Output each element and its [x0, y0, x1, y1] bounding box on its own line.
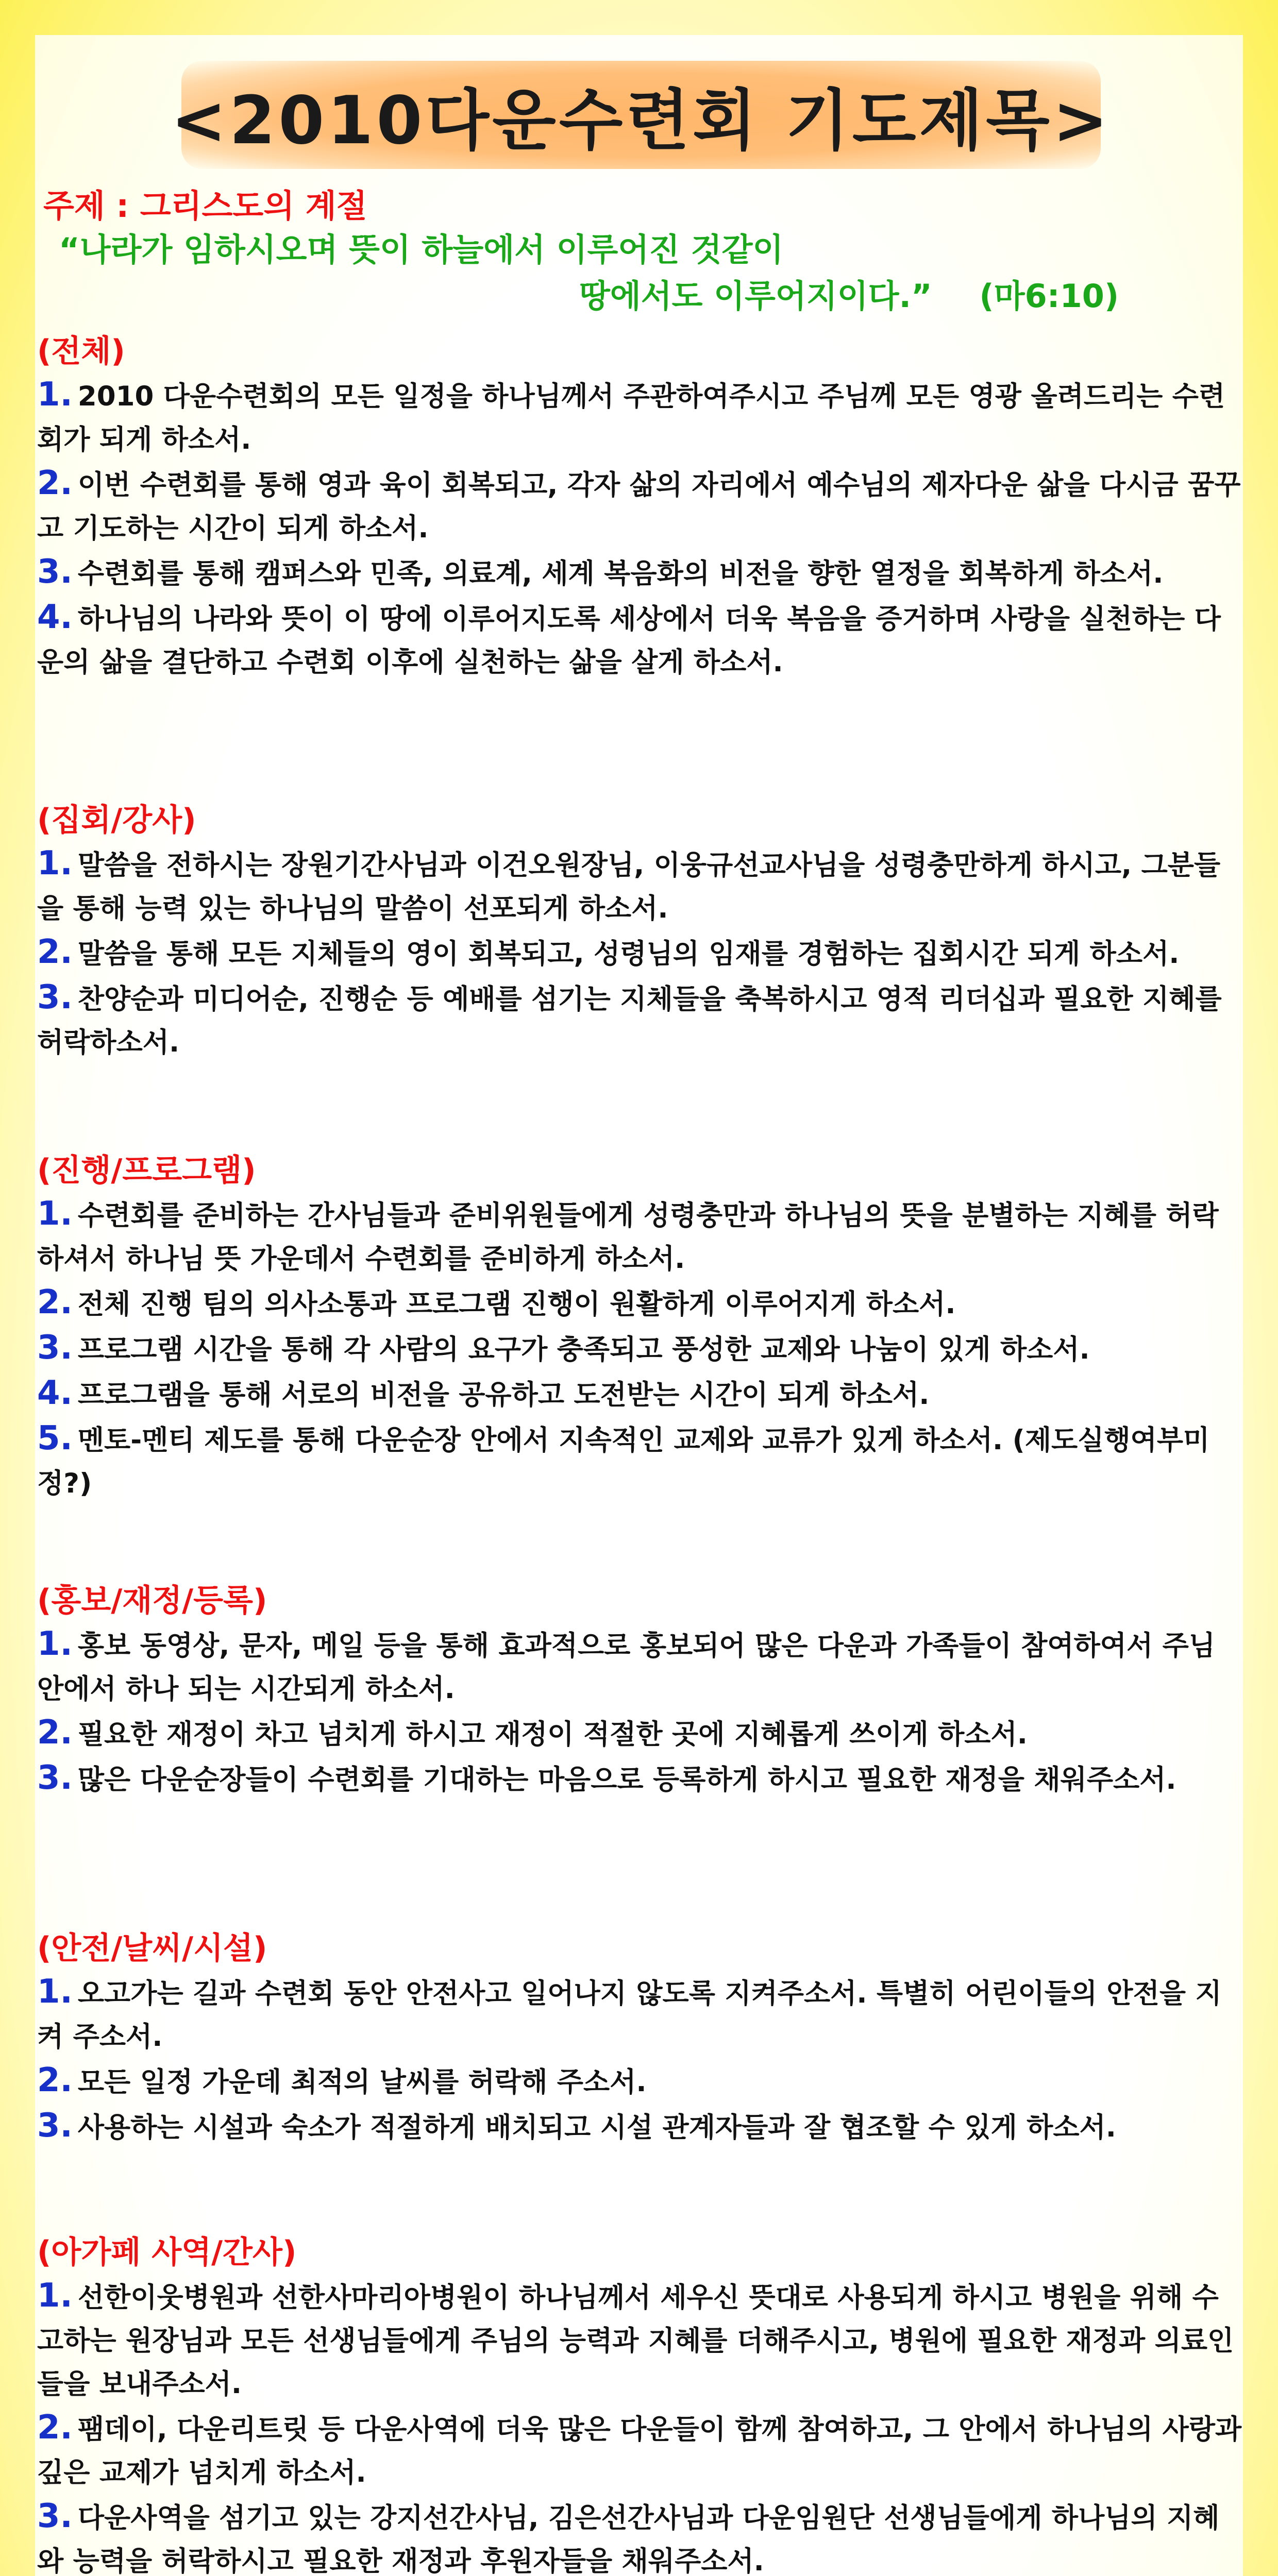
- item-number: 4.: [37, 598, 73, 636]
- item-text: 프로그램 시간을 통해 각 사람의 요구가 충족되고 풍성한 교제와 나눔이 있게 하소서.: [77, 1334, 1090, 1365]
- item-number: 5.: [37, 1419, 73, 1458]
- item-text: 팸데이, 다운리트릿 등 다운사역에 더욱 많은 다운들이 함께 참여하고, 그 안에서 하나님의 사랑과 깊은 교제가 넘치게 하소서.: [37, 2414, 1242, 2488]
- theme-block: [43, 185, 1239, 319]
- item-number: 1.: [37, 376, 73, 414]
- item-number: 2.: [37, 1283, 73, 1321]
- prayer-item: [37, 1417, 1243, 1505]
- item-number: 3.: [37, 2497, 73, 2535]
- prayer-item: [37, 2104, 1243, 2149]
- theme-quote-line2-row: [43, 273, 1239, 319]
- item-number: 3.: [37, 2107, 73, 2145]
- prayer-item: [37, 1326, 1243, 1371]
- item-number: 3.: [37, 978, 73, 1016]
- item-text: 프로그램을 통해 서로의 비전을 공유하고 도전받는 시간이 되게 하소서.: [77, 1379, 930, 1411]
- prayer-item: [37, 373, 1243, 462]
- item-text: 다운사역을 섬기고 있는 강지선간사님, 김은선간사님과 다운임원단 선생님들에게 하나님의 지혜와 능력을 허락하시고 필요한 재정과 후원자들을 채워주소서.: [37, 2502, 1220, 2576]
- item-number: 3.: [37, 1759, 73, 1797]
- item-text: 하나님의 나라와 뜻이 이 땅에 이루어지도록 세상에서 더욱 복음을 증거하며 사랑을 실천하는 다운의 삶을 결단하고 수련회 이후에 실천하는 삶을 살게 하소서.: [37, 603, 1221, 678]
- item-text: 말씀을 전하시는 장원기간사님과 이건오원장님, 이웅규선교사님을 성령충만하게 하시고, 그분들을 통해 능력 있는 하나님의 말씀이 선포되게 하소서.: [37, 850, 1221, 924]
- theme-quote-line1: “나라가 임하시오며 뜻이 하늘에서 이루어진 것같이: [59, 231, 784, 268]
- prayer-item: [37, 976, 1243, 1064]
- item-text: 말씀을 통해 모든 지체들의 영이 회복되고, 성령님의 임재를 경험하는 집회시간 되게 하소서.: [77, 938, 1180, 970]
- item-number: 4.: [37, 1374, 73, 1412]
- prayer-item: [37, 1756, 1243, 1802]
- section-meeting-speakers: [37, 799, 1243, 1064]
- prayer-item: [37, 2274, 1243, 2406]
- item-text: 홍보 동영상, 문자, 메일 등을 통해 효과적으로 홍보되어 많은 다운과 가족들이 참여하여서 주님 안에서 하나 되는 시간되게 하소서.: [37, 1630, 1216, 1705]
- section-safety-weather: [37, 1927, 1243, 2149]
- section-promotion-finance: [37, 1579, 1243, 1802]
- section-title: (진행/프로그램): [37, 1153, 256, 1189]
- prayer-item: [37, 1711, 1243, 1756]
- item-text: 수련회를 통해 캠퍼스와 민족, 의료계, 세계 복음화의 비전을 향한 열정을 회복하게 하소서.: [77, 558, 1164, 589]
- prayer-item: [37, 1281, 1243, 1326]
- theme-label: 주제 : 그리스도의 계절: [43, 187, 367, 225]
- section-title: (안전/날씨/시설): [37, 1930, 267, 1967]
- prayer-item: [37, 1371, 1243, 1417]
- section-overall: [37, 330, 1243, 684]
- item-text: 오고가는 길과 수련회 동안 안전사고 일어나지 않도록 지켜주소서. 특별히 어린이들의 안전을 지켜 주소서.: [37, 1978, 1222, 2053]
- prayer-item: [37, 462, 1243, 550]
- item-text: 많은 다운순장들이 수련회를 기대하는 마음으로 등록하게 하시고 필요한 재정을 채워주소서.: [77, 1764, 1176, 1795]
- section-program: [37, 1149, 1243, 1505]
- section-title: (홍보/재정/등록): [37, 1583, 267, 1619]
- prayer-item: [37, 1622, 1243, 1711]
- prayer-item: [37, 1970, 1243, 2059]
- item-text: 필요한 재정이 차고 넘치게 하시고 재정이 적절한 곳에 지혜롭게 쓰이게 하소서.: [77, 1719, 1028, 1750]
- item-number: 2.: [37, 464, 73, 502]
- item-number: 2.: [37, 2061, 73, 2099]
- item-number: 2.: [37, 1714, 73, 1752]
- prayer-item: [37, 2495, 1243, 2576]
- section-title: (집회/강사): [37, 802, 196, 838]
- item-text: 수련회를 준비하는 간사님들과 준비위원들에게 성령충만과 하나님의 뜻을 분별하는 지혜를 허락하셔서 하나님 뜻 가운데서 수련회를 준비하게 하소서.: [37, 1200, 1219, 1275]
- page-title: <2010다운수련회 기도제목>: [171, 82, 1112, 159]
- prayer-item: [37, 842, 1243, 930]
- item-number: 3.: [37, 1329, 73, 1367]
- prayer-item: [37, 930, 1243, 976]
- item-number: 1.: [37, 844, 73, 883]
- prayer-item: [37, 2059, 1243, 2104]
- prayer-item: [37, 1192, 1243, 1281]
- item-text: 이번 수련회를 통해 영과 육이 회복되고, 각자 삶의 자리에서 예수님의 제자다운 삶을 다시금 꿈꾸고 기도하는 시간이 되게 하소서.: [37, 469, 1241, 544]
- item-number: 2.: [37, 2409, 73, 2447]
- item-text: 전체 진행 팀의 의사소통과 프로그램 진행이 원활하게 이루어지게 하소서.: [77, 1289, 956, 1320]
- prayer-item: [37, 596, 1243, 684]
- theme-reference: (마6:10): [979, 277, 1119, 315]
- item-text: 모든 일정 가운데 최적의 날씨를 허락해 주소서.: [77, 2066, 647, 2098]
- prayer-item: [37, 2406, 1243, 2495]
- item-number: 2.: [37, 933, 73, 971]
- item-text: 멘토-멘티 제도를 통해 다운순장 안에서 지속적인 교제와 교류가 있게 하소서. (제도실행여부미정?): [37, 1425, 1210, 1499]
- item-text: 사용하는 시설과 숙소가 적절하게 배치되고 시설 관계자들과 잘 협조할 수 있게 하소서.: [77, 2112, 1116, 2143]
- section-title: (아가페 사역/간사): [37, 2234, 297, 2270]
- item-number: 1.: [37, 1195, 73, 1233]
- item-text: 찬양순과 미디어순, 진행순 등 예배를 섬기는 지체들을 축복하시고 영적 리더십과 필요한 지혜를 허락하소서.: [37, 984, 1222, 1058]
- item-text: 2010 다운수련회의 모든 일정을 하나님께서 주관하여주시고 주님께 모든 영광 올려드리는 수련회가 되게 하소서.: [37, 381, 1225, 455]
- item-number: 1.: [37, 1973, 73, 2011]
- theme-quote-line2: 땅에서도 이루어지이다.”: [579, 277, 932, 315]
- section-title: (전체): [37, 333, 125, 369]
- item-number: 1.: [37, 2277, 73, 2315]
- prayer-item: [37, 550, 1243, 596]
- item-text: 선한이웃병원과 선한사마리아병원이 하나님께서 세우신 뜻대로 사용되게 하시고 병원을 위해 수고하는 원장님과 모든 선생님들에게 주님의 능력과 지혜를 더해주시고, 병원에 필요한 재정과 의료인들을 보내주소서.: [37, 2282, 1234, 2400]
- item-number: 1.: [37, 1625, 73, 1663]
- section-agape-ministry: [37, 2231, 1243, 2576]
- title-banner: [171, 61, 1112, 169]
- item-number: 3.: [37, 553, 73, 591]
